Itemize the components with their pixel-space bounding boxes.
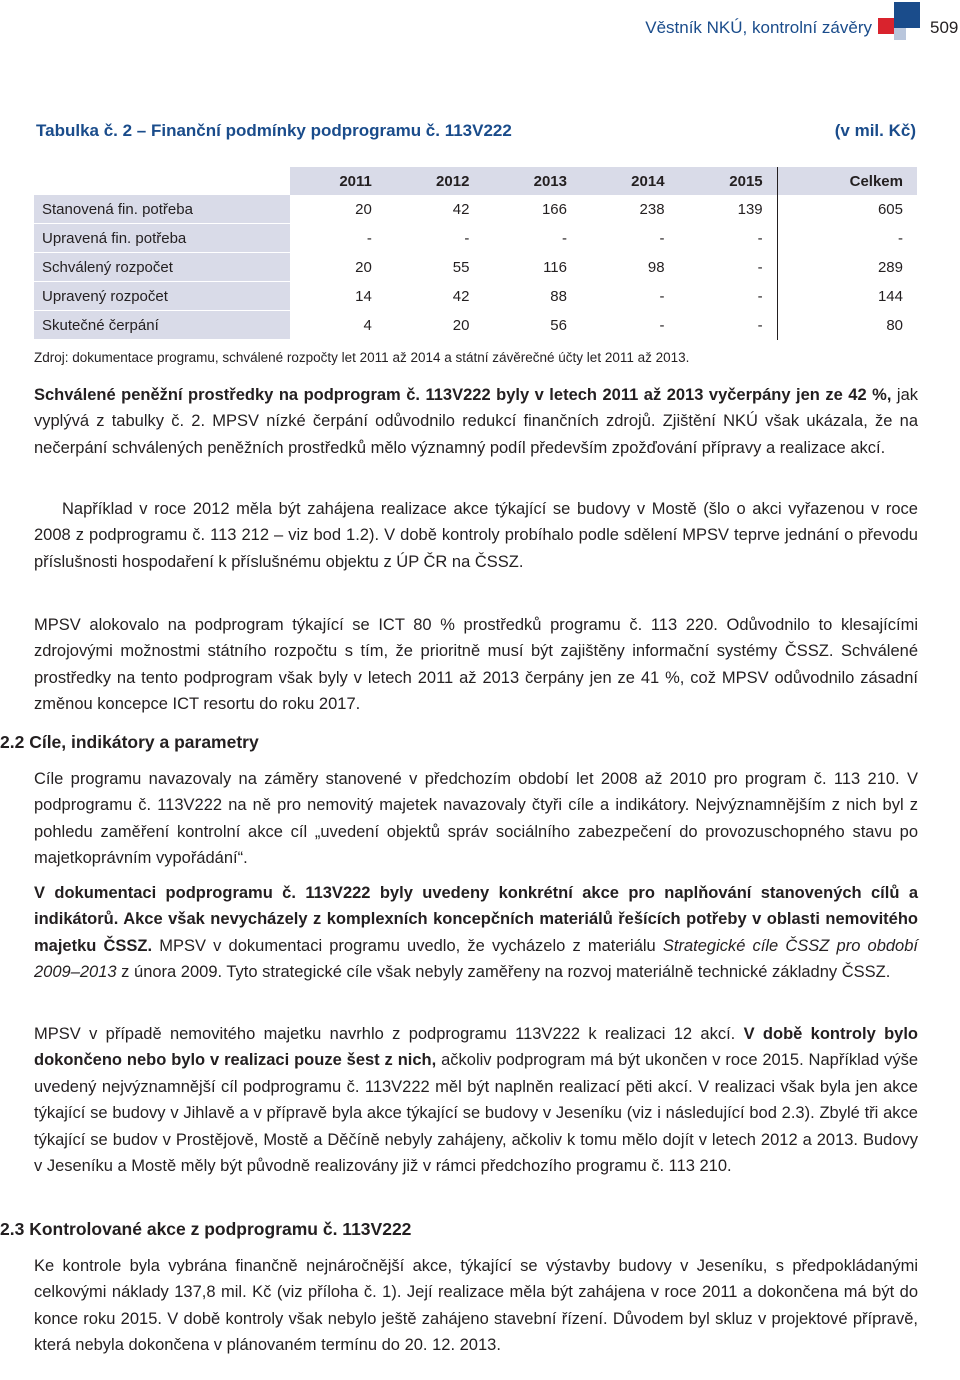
table-cell: - xyxy=(659,316,665,334)
paragraph-1-rest: jak vyplývá z tabulky č. 2. MPSV nízké čerpání odůvodnilo redukcí finančních zdrojů. Zjištění NKÚ však ukázala, že na nečerpání schválených peněžních prostředků mělo významný podíl především zpožďování přípravy a realizace akcí. xyxy=(34,386,918,457)
column-header: 2014 xyxy=(581,167,679,195)
finance-table xyxy=(34,167,917,340)
header-empty xyxy=(34,167,290,195)
table-header-row xyxy=(34,167,917,195)
table-cell: 14 xyxy=(355,287,372,305)
table-row xyxy=(34,253,917,282)
paragraph-6-bold: V době kontroly bylo dokončeno nebo bylo v realizaci pouze šest z nich, xyxy=(34,1025,918,1070)
paragraph-7: Ke kontrole byla vybrána finančně nejnáročnější akce, týkající se výstavby budovy v Jeseníku, s předpokládanými celkovými náklady 137,8 mil. Kč (viz příloha č. 1). Její realizace měla být zahájena v roce 2011 a dokončena má být do konce roku 2015. V době kontroly však nebylo ještě zahájeno stavební řízení. Důvodem byl skluz v projektové přípravě, která nebyla dokončena v plánovaném termínu do 20. 12. 2013. xyxy=(34,1257,918,1355)
row-label: Skutečné čerpání xyxy=(34,311,290,340)
table-cell: - xyxy=(659,287,665,305)
column-header: 2011 xyxy=(290,167,386,195)
paragraph-6 xyxy=(34,1021,918,1179)
paragraph-1-bold: Schválené peněžní prostředky na podprogram č. 113V222 byly v letech 2011 až 2013 vyčerpány jen ze 42 %, xyxy=(34,386,892,404)
table-cell: 238 xyxy=(639,200,665,218)
table-cell: 80 xyxy=(777,311,917,340)
table-cell: 4 xyxy=(363,316,372,334)
table-cell: - xyxy=(561,229,567,247)
table-cell: 289 xyxy=(777,253,917,282)
paragraph-3: MPSV alokovalo na podprogram týkající se ICT 80 % prostředků programu č. 113 220. Odůvodnilo to klesajícími zdrojovými možnostmi státního rozpočtu s tím, že prioritně musí být zajištěny informační systémy ČSSZ. Schválené prostředky na tento podprogram však byly v letech 2011 až 2013 čerpány jen ze 41 %, což MPSV odůvodnilo zásadní změnou koncepce ICT resortu do roku 2017. xyxy=(34,616,918,714)
column-header: Celkem xyxy=(777,167,917,195)
table-cell: - xyxy=(464,229,470,247)
table-cell: - xyxy=(659,229,665,247)
section-heading-2-2: 2.2 Cíle, indikátory a parametry xyxy=(0,732,259,752)
column-header: 2015 xyxy=(679,167,778,195)
table-cell: 116 xyxy=(543,258,567,276)
table-cell: 55 xyxy=(452,258,470,276)
table-source: Zdroj: dokumentace programu, schválené rozpočty let 2011 až 2014 a státní závěrečné účty let 2011 až 2013. xyxy=(34,350,690,365)
row-label: Schválený rozpočet xyxy=(34,253,290,282)
table-cell: 20 xyxy=(355,258,372,276)
table-caption: Tabulka č. 2 – Finanční podmínky podprogramu č. 113V222 xyxy=(36,121,512,140)
column-header: 2012 xyxy=(386,167,484,195)
row-label: Upravená fin. potřeba xyxy=(34,224,290,253)
paragraph-5-rest-1: MPSV v dokumentaci programu uvedlo, že vycházelo z materiálu xyxy=(152,936,663,955)
page-number: 509 xyxy=(930,18,959,37)
table-row xyxy=(34,311,917,340)
paragraph-5-italic: Strategické cíle ČSSZ pro období 2009–2013 xyxy=(34,936,918,982)
paragraph-6-rest: ačkoliv podprogram má být ukončen v roce 2015. Například výše uvedený nejvýznamnější cíl podprogramu č. 113V222 měl být naplněn realizací pěti akcí. V realizaci však byla jen akce týkající se budovy v Jihlavě a v přípravě byla akce týkající se budovy v Jeseníku (viz i následující bod 2.3). Zbylé tři akce týkající se budov v Prostějově, Mostě a Děčíně nebyly zahájeny, ačkoliv k tomu mělo dojít v letech 2012 a 2013. Budovy v Jeseníku a Mostě měly být původně realizovány již v rámci předchozího programu č. 113 210. xyxy=(34,1051,918,1176)
table-cell: 20 xyxy=(355,200,372,218)
table-cell: 98 xyxy=(647,258,665,276)
table-title xyxy=(36,121,916,141)
column-header: 2013 xyxy=(483,167,581,195)
table-cell: - xyxy=(366,229,372,247)
page-header xyxy=(0,0,960,60)
paragraph-2: Například v roce 2012 měla být zahájena realizace akce týkající se budovy v Mostě (šlo o akci vyřazenou v roce 2008 z podprogramu č. 113 212 – viz bod 1.2). V době kontroly probíhalo podle sdělení MPSV teprve jednání o převodu příslušnosti hospodaření k příslušnému objektu z ÚP ČR na ČSSZ. xyxy=(34,500,918,571)
table-cell: 20 xyxy=(452,316,470,334)
row-label: Upravený rozpočet xyxy=(34,282,290,311)
table-cell: 88 xyxy=(550,287,567,305)
paragraph-1 xyxy=(34,382,918,461)
table-cell: 42 xyxy=(452,200,470,218)
table-row xyxy=(34,195,917,224)
nku-logo xyxy=(878,2,920,46)
table-cell: 144 xyxy=(777,282,917,311)
table-cell: 56 xyxy=(550,316,567,334)
table-cell: - xyxy=(757,258,763,276)
table-cell: - xyxy=(757,287,763,305)
row-label: Stanovená fin. potřeba xyxy=(34,195,290,224)
paragraph-4: Cíle programu navazovaly na záměry stanovené v předchozím období let 2008 až 2010 pro program č. 113 210. V podprogramu č. 113V222 na ně pro nemovitý majetek navazovaly čtyři cíle a indikátory. Nejvýznamnějším z nich byl z pohledu zaměření kontrolní akce cíl „uvedení objektů správ sociálního zabezpečení do provozuschopného stavu po majetkoprávním vypořádání“. xyxy=(34,770,918,868)
table-cell: 605 xyxy=(777,195,917,224)
paragraph-5-bold: V dokumentaci podprogramu č. 113V222 byly uvedeny konkrétní akce pro naplňování stanovených cílů a indikátorů. Akce však nevycházely z komplexních koncepčních materiálů řešících potřeby v oblasti nemovitého majetku ČSSZ. xyxy=(34,884,918,955)
section-heading-2-3: 2.3 Kontrolované akce z podprogramu č. 113V222 xyxy=(0,1219,412,1239)
table-cell: - xyxy=(757,229,763,247)
table-cell: - xyxy=(757,316,763,334)
table-cell: - xyxy=(777,224,917,253)
journal-title: Věstník NKÚ, kontrolní závěry xyxy=(645,18,872,37)
paragraph-5-rest-2: z února 2009. Tyto strategické cíle však nebyly zaměřeny na rozvoj materiálně technické základny ČSSZ. xyxy=(116,963,891,982)
table-cell: 166 xyxy=(541,200,567,218)
table-row xyxy=(34,282,917,311)
paragraph-5 xyxy=(34,880,918,986)
table-cell: 42 xyxy=(452,287,470,305)
paragraph-6-start: MPSV v případě nemovitého majetku navrhlo z podprogramu 113V222 k realizaci 12 akcí. xyxy=(34,1025,744,1043)
table-cell: 139 xyxy=(737,200,763,218)
table-unit: (v mil. Kč) xyxy=(834,121,916,140)
table-row xyxy=(34,224,917,253)
